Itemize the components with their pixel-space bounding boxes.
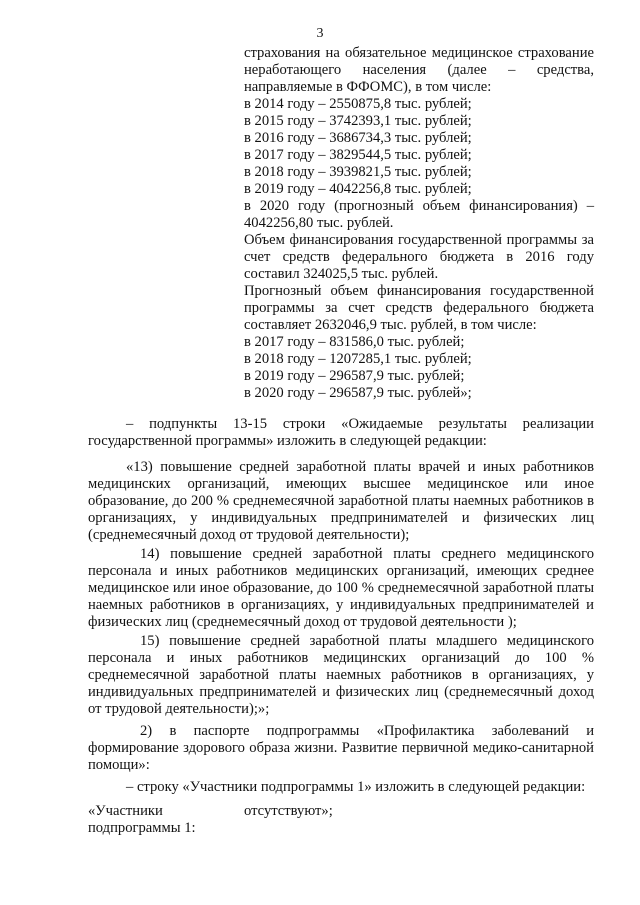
text-line: государственной программы» изложить в следующей редакции: (88, 433, 487, 449)
text-line: персонала и иных работников медицинских организаций до 100 % (88, 650, 594, 666)
text-line: персонала и иных работников медицинских организаций, имеющих среднее (88, 563, 594, 579)
text-line: – строку «Участники подпрограммы 1» изложить в следующей редакции: (126, 779, 586, 795)
text-line: составляет 2632046,9 тыс. рублей, в том числе: (244, 317, 537, 333)
text-line: страхования на обязательное медицинское страхование (244, 45, 594, 61)
text-line: в 2020 году – 296587,9 тыс. рублей»; (244, 385, 472, 401)
text-line: в 2015 году – 3742393,1 тыс. рублей; (244, 113, 472, 129)
text-line: Прогнозный объем финансирования государственной (244, 283, 594, 299)
text-line: в 2019 году – 296587,9 тыс. рублей; (244, 368, 465, 384)
text-line: – подпункты 13-15 строки «Ожидаемые результаты реализации (126, 416, 594, 432)
text-line: 4042256,80 тыс. рублей. (244, 215, 394, 231)
text-line: «13) повышение средней заработной платы врачей и иных работников (126, 459, 594, 475)
text-line: в 2018 году – 1207285,1 тыс. рублей; (244, 351, 472, 367)
text-line: 2) в паспорте подпрограммы «Профилактика заболеваний и (140, 723, 594, 739)
text-line: 15) повышение средней заработной платы младшего медицинского (140, 633, 594, 649)
text-line: в 2019 году – 4042256,8 тыс. рублей; (244, 181, 472, 197)
text-line: в 2017 году – 3829544,5 тыс. рублей; (244, 147, 472, 163)
text-line: (среднемесячный доход от трудовой деятельности); (88, 527, 410, 543)
text-line: Объем финансирования государственной программы за (244, 232, 594, 248)
text-line: образование, до 200 % среднемесячной заработной платы наемных работников в (88, 493, 594, 509)
table-row-label: «Участники (88, 803, 163, 819)
text-line: в 2014 году – 2550875,8 тыс. рублей; (244, 96, 472, 112)
text-line: в 2018 году – 3939821,5 тыс. рублей; (244, 164, 472, 180)
text-line: от трудовой деятельности);»; (88, 701, 270, 717)
text-line: формирование здорового образа жизни. Развитие первичной медико-санитарной (88, 740, 594, 756)
text-line: индивидуальных предпринимателей и физических лиц (среднемесячный доход (88, 684, 594, 700)
text-line: составил 324025,5 тыс. рублей. (244, 266, 439, 282)
text-line: в 2017 году – 831586,0 тыс. рублей; (244, 334, 465, 350)
text-line: среднемесячной заработной платы наемных работников в организациях, у (88, 667, 594, 683)
text-line: в 2020 году (прогнозный объем финансирования) – (244, 198, 594, 214)
text-line: организациях, у индивидуальных предпринимателей и физических лиц (88, 510, 594, 526)
table-row-label-continued: подпрограммы 1: (88, 820, 196, 836)
text-line: физических лиц (среднемесячный доход от трудовой деятельности ); (88, 614, 517, 630)
text-line: 14) повышение средней заработной платы среднего медицинского (140, 546, 594, 562)
text-line: медицинское или иное образование, до 100 % среднемесячной заработной платы (88, 580, 594, 596)
text-line: помощи»: (88, 757, 150, 773)
text-line: счет средств федерального бюджета в 2016 году (244, 249, 594, 265)
text-line: в 2016 году – 3686734,3 тыс. рублей; (244, 130, 472, 146)
table-row-value: отсутствуют»; (244, 803, 333, 819)
text-line: медицинских организаций, имеющих высшее медицинское или иное (88, 476, 594, 492)
text-line: неработающего населения (далее – средства, (244, 62, 594, 78)
page-number: 3 (316, 26, 324, 41)
text-line: наемных работников в организациях, у индивидуальных предпринимателей и (88, 597, 594, 613)
text-line: программы за счет средств федерального бюджета (244, 300, 594, 316)
text-line: направляемые в ФФОМС), в том числе: (244, 79, 492, 95)
